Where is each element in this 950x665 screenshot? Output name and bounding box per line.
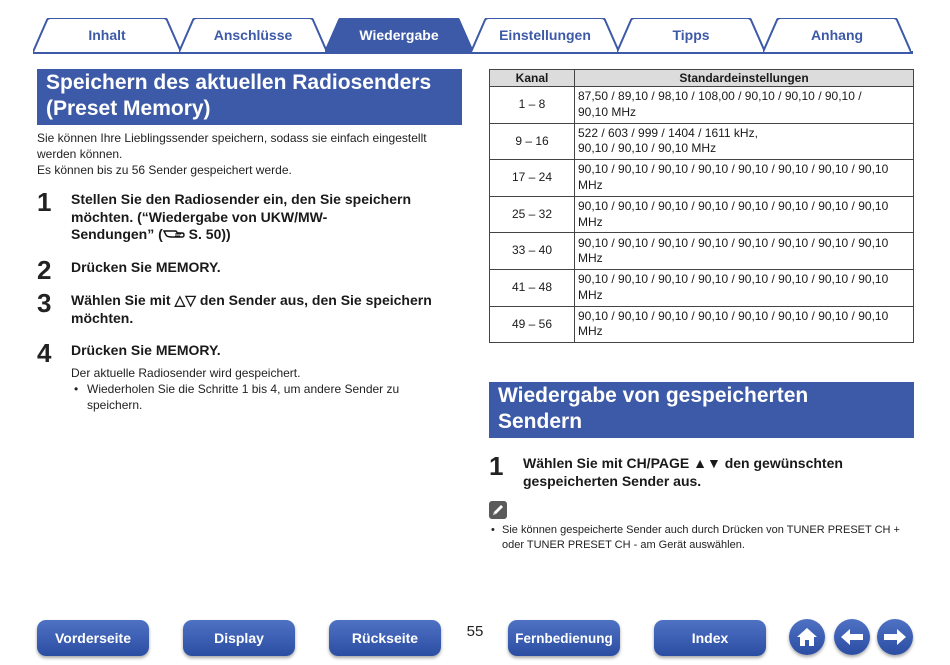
tab-label: Einstellungen xyxy=(499,26,591,43)
section-title-line: Sendern xyxy=(498,410,583,433)
tab-tipps[interactable] xyxy=(617,18,765,51)
step-bullet xyxy=(71,381,467,413)
section-title-line: Wiedergabe von gespeicherten xyxy=(498,384,809,407)
table-row xyxy=(490,196,914,233)
bullet-dot: • xyxy=(74,381,79,396)
table-row xyxy=(490,306,914,343)
step-line-part: Sendungen” ( xyxy=(71,226,163,242)
table-header-row xyxy=(490,70,914,87)
cell-line: 90,10 / 90,10 / 90,10 / 90,10 / 90,10 / 90,10 / 90,10 / 90,10 xyxy=(578,235,889,250)
intro-line: Sie können Ihre Lieblingssender speichern, sodass sie einfach eingestellt xyxy=(37,131,427,145)
step-3 xyxy=(37,288,467,327)
table-cell-kanal: 33 – 40 xyxy=(490,233,575,270)
cell-line: MHz xyxy=(578,177,603,192)
table-row xyxy=(490,160,914,197)
step-text xyxy=(523,455,914,490)
step-line: gespeicherten Sender aus. xyxy=(523,472,702,489)
bullet-text xyxy=(87,381,399,413)
table-cell-kanal: 49 – 56 xyxy=(490,306,575,343)
tab-einstellungen[interactable] xyxy=(471,18,619,51)
cell-line: MHz xyxy=(578,287,603,302)
step-text xyxy=(71,342,467,360)
step-select-preset xyxy=(489,451,914,490)
step-line: Stellen Sie den Radiosender ein, den Sie speichern xyxy=(71,191,411,207)
intro-line: Es können bis zu 56 Sender gespeichert werde. xyxy=(37,163,292,177)
section-title-preset-playback xyxy=(489,382,914,438)
cell-line: 90,10 / 90,10 / 90,10 / 90,10 / 90,10 / 90,10 / 90,10 / 90,10 xyxy=(578,308,889,323)
cell-line: 90,10 / 90,10 / 90,10 / 90,10 / 90,10 / 90,10 / 90,10 / 90,10 xyxy=(578,199,889,214)
table-cell-kanal: 25 – 32 xyxy=(490,196,575,233)
step-text xyxy=(71,292,467,327)
section-title-line: (Preset Memory) xyxy=(46,97,211,120)
note-text xyxy=(489,523,914,553)
page-reference-icon xyxy=(163,226,185,242)
step-line: Wählen Sie mit CH/PAGE ▲▼ den gewünschten xyxy=(523,455,843,471)
rueckseite-button[interactable]: Rückseite xyxy=(329,620,441,656)
table-cell-value xyxy=(575,196,914,233)
table-row xyxy=(490,87,914,124)
step-line: möchten. (“Wiedergabe von UKW/MW- xyxy=(71,208,328,225)
table-row xyxy=(490,233,914,270)
index-button[interactable]: Index xyxy=(654,620,766,656)
note-line: Sie können gespeicherte Sender auch durch Drücken von TUNER PRESET CH + xyxy=(502,524,900,536)
page-number: 55 xyxy=(466,623,484,640)
step-line: Drücken Sie MEMORY. xyxy=(71,259,221,275)
step-number: 2 xyxy=(37,255,52,285)
cell-line: 90,10 / 90,10 / 90,10 / 90,10 / 90,10 / 90,10 / 90,10 / 90,10 xyxy=(578,162,889,177)
step-1 xyxy=(37,187,467,244)
table-cell-kanal: 17 – 24 xyxy=(490,160,575,197)
step-subtext: Der aktuelle Radiosender wird gespeichert. xyxy=(71,365,301,380)
preset-table xyxy=(489,69,914,343)
tab-label: Inhalt xyxy=(88,26,126,43)
tab-inhalt[interactable] xyxy=(33,18,181,51)
tab-label: Anschlüsse xyxy=(213,26,293,43)
table-row xyxy=(490,269,914,306)
intro-line: werden können. xyxy=(37,147,123,161)
cell-line: 90,10 MHz xyxy=(578,104,637,119)
step-line xyxy=(71,226,467,244)
step-line: Wählen Sie mit △▽ den Sender aus, den Sie speichern xyxy=(71,292,432,308)
cell-line: MHz xyxy=(578,214,603,229)
tab-label: Wiedergabe xyxy=(359,26,439,43)
cell-line: 522 / 603 / 999 / 1404 / 1611 kHz, xyxy=(578,125,758,140)
tab-anschluesse[interactable] xyxy=(179,18,327,51)
cell-line: 90,10 / 90,10 / 90,10 / 90,10 / 90,10 / 90,10 / 90,10 / 90,10 xyxy=(578,272,889,287)
table-cell-value xyxy=(575,123,914,160)
note-body xyxy=(502,523,900,553)
home-icon[interactable] xyxy=(789,619,825,655)
note-line: oder TUNER PRESET CH - am Gerät auswählen. xyxy=(502,539,745,551)
table-cell-value xyxy=(575,269,914,306)
table-cell-value xyxy=(575,160,914,197)
arrow-right-icon[interactable] xyxy=(877,619,913,655)
table-row xyxy=(490,123,914,160)
table-header-standard: Standardeinstellungen xyxy=(575,70,914,87)
tab-anhang[interactable] xyxy=(763,18,911,51)
section-title-preset-memory xyxy=(37,69,462,125)
step-text xyxy=(71,191,467,244)
cell-line: MHz xyxy=(578,324,603,339)
table-cell-value xyxy=(575,87,914,124)
bullet-dot: • xyxy=(491,524,495,536)
cell-line: 87,50 / 89,10 / 98,10 / 108,00 / 90,10 / 90,10 / 90,10 / xyxy=(578,89,862,104)
step-4 xyxy=(37,338,467,413)
intro-text xyxy=(37,130,467,178)
pencil-note-icon xyxy=(489,501,507,519)
section-title-line: Speichern des aktuellen Radiosenders xyxy=(46,71,432,94)
step-2 xyxy=(37,255,467,285)
tab-wiedergabe[interactable] xyxy=(325,18,473,51)
arrow-left-icon[interactable] xyxy=(834,619,870,655)
step-text xyxy=(71,259,467,277)
step-line: möchten. xyxy=(71,309,134,326)
page-reference-link[interactable]: S. 50)) xyxy=(188,226,231,242)
table-header-kanal: Kanal xyxy=(490,70,575,87)
tab-label: Anhang xyxy=(810,26,864,43)
tab-bar xyxy=(33,14,913,54)
step-number: 1 xyxy=(489,451,504,481)
cell-line: 90,10 / 90,10 / 90,10 MHz xyxy=(578,141,717,156)
step-number: 3 xyxy=(37,288,52,318)
cell-line: MHz xyxy=(578,251,603,266)
bullet-line: Wiederholen Sie die Schritte 1 bis 4, um andere Sender zu xyxy=(87,381,400,396)
step-line: Drücken Sie MEMORY. xyxy=(71,342,221,358)
step-number: 4 xyxy=(37,338,52,368)
table-cell-value xyxy=(575,306,914,343)
table-cell-kanal: 41 – 48 xyxy=(490,269,575,306)
table-cell-kanal: 1 – 8 xyxy=(490,87,575,124)
fernbedienung-button[interactable]: Fernbedienung xyxy=(508,620,620,656)
step-number: 1 xyxy=(37,187,52,217)
vorderseite-button[interactable]: Vorderseite xyxy=(37,620,149,656)
tab-label: Tipps xyxy=(672,26,710,43)
display-button[interactable]: Display xyxy=(183,620,295,656)
table-cell-kanal: 9 – 16 xyxy=(490,123,575,160)
table-cell-value xyxy=(575,233,914,270)
bullet-line: speichern. xyxy=(87,397,143,412)
